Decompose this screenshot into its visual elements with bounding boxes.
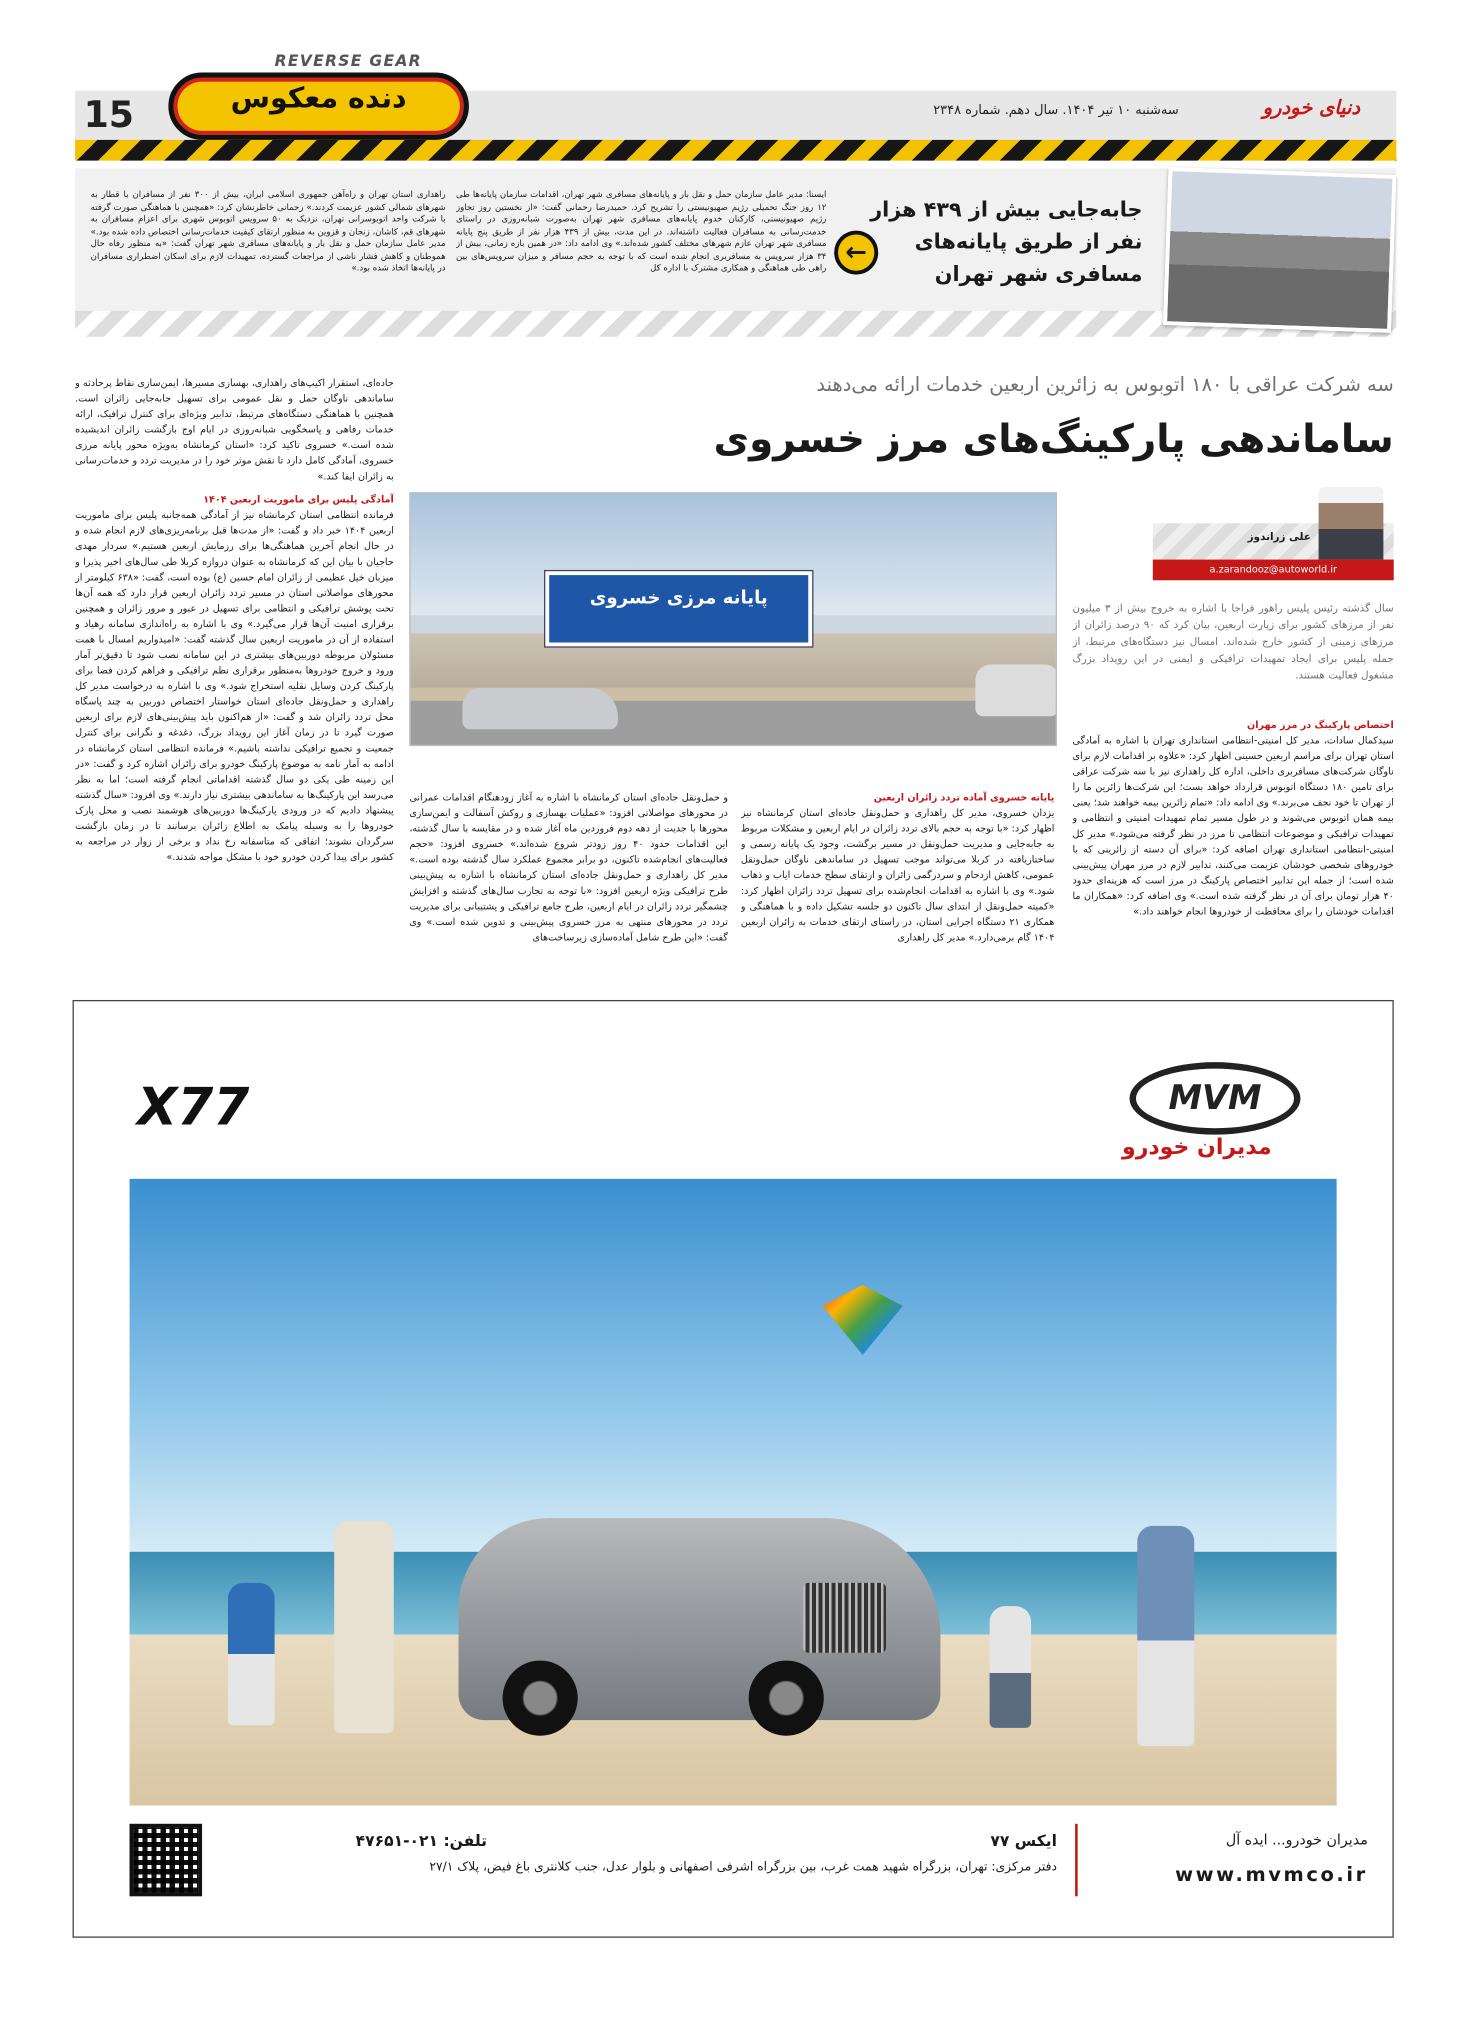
arrow-left-icon: ←	[834, 231, 878, 275]
paragraph: جاده‌ای، استقرار اکیپ‌های راهداری، بهسازی مسیرها، ایمن‌سازی نقاط پرحادثه و ساماندهی ناوگان حمل و نقل عمومی برای تسهیل جابه‌جایی زائران است. همچنین با هماهنگی دستگاه‌های مرتبط، تدابیر ویژه‌ای برای کنترل ترافیک، ارائه خدمات رفاهی و پاسخگویی شبانه‌روزی در ایام اوج بازگشت زائران اندیشیده شده است.» خسروی تاکید کرد: «استان کرمانشاه به‌ویژه محور پایانه مرزی خسروی، آمادگی کامل دارد تا نقش موثر خود را در مدیریت تردد و خدمات‌رسانی به زائران ایفا کند.»	[75, 376, 394, 482]
paragraph: سیدکمال سادات، مدیر کل امنیتی-انتظامی استانداری تهران با اشاره به آمادگی استان تهران برای مراسم اربعین حسینی اظهار کرد: «علاوه بر اقدامات لازم برای ناوگان شرکت‌های مسافربری داخلی، اداره کل راهداری نیز با سه شرکت عراقی برای تامین ۱۸۰ دستگاه اتوبوس قرارداد خواهد بست؛ این شرکت‌ها زائرین ما را از تهران تا خود نجف می‌برند.» وی ادامه داد: «تمام زائرین بیمه خواهند شد؛ یعنی بیمه همان اتوبوس می‌شوند و در طول مسیر تمام تمهیدات امنیتی و انتظامی و تمهیدات ترافیکی و موضوعات انتظامی تا مرز در نظر گرفته می‌شود.» مدیر کل امنیتی-انتظامی استانداری تهران اضافه کرد: «برای آن دسته از زائرینی که با خودروهای شخصی خودشان عزیمت می‌کنند، تدابیر لازم در مرز مهران پیش‌بینی شده است؛ از جمله این تدابیر اختصاص پارکینگ در مرز است که هزینه‌ای حدود ۴۰ هزار تومان برای آن در نظر گرفته شده است.» وی اضافه کرد: «همکاران ما اقدامات خودشان را برای محافظت از خودروها انجام خواهند داد.»	[1072, 734, 1394, 917]
issue-info: سه‌شنبه ۱۰ تیر ۱۴۰۴. سال دهم. شماره ۲۳۴۸	[933, 103, 1179, 118]
scene-sky	[130, 1179, 1337, 1552]
brand-name: مدیران خودرو	[1122, 1134, 1272, 1161]
paragraph: و حمل‌ونقل جاده‌ای استان کرمانشاه با اشاره به آغاز زودهنگام اقدامات عمرانی در محورهای مواصلاتی افزود: «عملیات بهسازی و روکش آسفالت و ایمن‌سازی محورها با جدیت از دهه دوم فروردین ماه آغاز شده و در مقایسه با سال گذشته، این اقدامات حدود ۴۰ روز زودتر شروع شده‌اند.» خسروی افزود: «حجم فعالیت‌های انجام‌شده تاکنون، دو برابر مجموع عملکرد سال گذشته بوده است.» مدیر کل راهداری و حمل‌ونقل جاده‌ای استان کرمانشاه با اشاره به پیش‌بینی طرح ترافیکی ویژه اربعین افزود: «با توجه به تجارب سال‌های گذشته و افزایش چشمگیر تردد زائران در ایام اربعین، طرح جامع ترافیکی و پشتیبانی برای مدیریت تردد در محورهای منتهی به مرز خسروی پیش‌بینی و تدوین شده است.» وی گفت: «این طرح شامل آماده‌سازی زیرساخت‌های	[409, 791, 728, 943]
strip-text-col2: راهداری استان تهران و راه‌آهن جمهوری اسلامی ایران، بیش از ۳۰۰ نفر از مسافران با قطار به شهرهای شمالی کشور عزیمت کردند.» رحمانی خاطرنشان کرد: «همچنین با هماهنگی صورت گرفته با شرکت واحد اتوبوسرانی تهران، نزدیک به ۵۰ سرویس اتوبوس شهری برای اعزام مسافران به شهرهای قم، کاشان، زنجان و قزوین به منظور ارتقای کیفیت خدمات‌رسانی اختصاص داده شده بود.» مدیر عامل سازمان حمل و نقل بار و پایانه‌های مسافری شهر تهران گفت: «به منظور رفاه حال هموطنان و کاهش فشار ناشی از مراجعات گسترده، تمهیدات لازم برای اسکان اضطراری مسافران در پایانه‌ها اتخاذ شده بود.»	[90, 189, 446, 274]
x77-logo: X77	[137, 1077, 250, 1138]
child-figure	[228, 1583, 275, 1725]
website-link[interactable]: www.mvmco.ir	[1175, 1862, 1368, 1886]
terminal-sign	[545, 571, 812, 646]
author-email: a.zarandooz@autoworld.ir	[1153, 560, 1394, 581]
parked-car	[462, 688, 617, 729]
child-figure	[990, 1606, 1031, 1728]
car-wheel	[503, 1661, 578, 1736]
qr-code-icon[interactable]	[130, 1824, 203, 1897]
strip-title: جابه‌جایی بیش از ۴۳۹ هزار نفر از طریق پایانه‌های مسافری شهر تهران	[870, 196, 1143, 286]
car-grille	[803, 1583, 886, 1653]
subheading: آمادگی پلیس برای ماموریت اربعین ۱۴۰۴	[203, 493, 394, 506]
phone-number: تلفن: ۰۲۱-۴۷۶۵۱	[355, 1831, 488, 1850]
paragraph: فرمانده انتظامی استان کرمانشاه نیز از آمادگی همه‌جانبه پلیس برای ماموریت اربعین ۱۴۰۴ خبر داد و گفت: «از مدت‌ها قبل برنامه‌ریزی‌های لازم انجام شده و در حال انجام آخرین هماهنگی‌ها برای رزمایش اربعین هستیم.» سردار مهدی حاجیان با بیان این که کرمانشاه به عنوان دروازه کربلا طی سال‌های اخیر پذیرا و میزبان خیل عظیمی از زائران امام حسین (ع) بوده است، گفت: «۶۳۸ کیلومتر از محورهای مواصلاتی استان در مسیر تردد زائران اربعین قرار دارد که همه آن‌ها تحت پوشش ترافیکی و انتظامی برای تسهیل در عبور و مرور زائران و همچنین برقراری امنیت آن‌ها قرار می‌گیرد.» وی با اشاره به راه‌اندازی سامانه رهیاد و استفاده از آن در ماموریت اربعین سال گذشته گفت: «امیدواریم امسال با همت مسئولان مربوطه دوربین‌های بیشتری در این سامانه نصب شود تا دقیق‌تر آمار ورود و خروج خودروها به‌منظور برقراری نظم ترافیکی و فراهم کردن فضا برای پارکینگ کردن وسایل نقلیه استخراج شود.» وی با اشاره به درخواست مدیر کل راهداری و حمل‌ونقل جاده‌ای استان خواستار اختصاص دوربین به چند پاسگاه محل تردد زائران شد و گفت: «از هم‌اکنون باید پیش‌بینی‌های لازم برای اربعین صورت گیرد تا در زمان آغاز این رویداد بزرگ، دغدغه و نگرانی برای کنترل جمعیت و تجمیع ترافیکی نداشته باشیم.» فرمانده انتظامی استان کرمانشاه در ادامه به آمار نامه به موضوع پارکینگ خودرو برای زائران اشاره کرد و گفت: «در این زمینه طی یکی دو سال گذشته اقداماتی انجام گرفته است؛ اما به نظر می‌رسد این پارکینگ‌ها به ساماندهی بیشتری نیاز دارند.» وی افزود: «سال گذشته پیشنهاد دادیم که در ورودی پارکینگ‌ها دوربین‌های هوشمند نصب و محل پارک خودروها را به وسیله پیامک به اطلاع زائران برسانند تا در زمان بازگشت سرگردان نشوند؛ اتفاقی که متاسفانه رخ نداد و برخی از زوار در مراجعه به کشور برای پیدا کردن خودرو خود با مشکل مواجه شدند.»	[75, 508, 394, 863]
section-title: دنده معکوس	[230, 82, 407, 116]
man-figure	[1137, 1526, 1194, 1746]
hazard-stripe	[75, 140, 1396, 161]
suv-car-image	[459, 1518, 941, 1720]
ad-slogan: مدیران خودرو... ایده آل	[1225, 1831, 1368, 1849]
subheading: اختصاص پارکینگ در مرز مهران	[1247, 718, 1394, 731]
paper-logo: دنیای خودرو	[1262, 95, 1361, 120]
article-subtitle: سه شرکت عراقی با ۱۸۰ اتوبوس به زائرین اربعین خدمات ارائه می‌دهند	[816, 373, 1394, 397]
article-column-2	[741, 790, 1054, 978]
subheading: پایانه خسروی آماده تردد زائران اربعین	[873, 791, 1055, 804]
article-column-4	[75, 376, 394, 977]
strip-text-col1: ایسنا: مدیر عامل سازمان حمل و نقل بار و پایانه‌های مسافری شهر تهران، اقدامات سازمان پایانه‌ها طی ۱۲ روز جنگ تحمیلی رژیم صهیونیستی را تشریح کرد. حمیدرضا رحمانی گفت: «از نخستین روز تجاوز رژیم صهیونیستی، کارکنان خدوم پایانه‌های مسافری شهر تهران به‌صورت شبانه‌روزی در راستای خدمت‌رسانی به مسافران فعالیت داشته‌اند. در این مدت، بیش از ۴۳۹ هزار نفر از طریق پنج پایانه مسافری شهر تهران عازم شهرهای مختلف کشور شده‌اند.» وی ادامه داد: «در همین بازه زمانی، بیش از ۳۴ هزار سرویس به مسافربری انجام شده است که با توجه به حجم مسافر و میزان سرویس‌های بین راهی طی هماهنگی و همکاری مشترک با اداره کل	[455, 189, 827, 274]
terminal-photo	[1163, 167, 1396, 333]
office-address: دفتر مرکزی: تهران، بزرگراه شهید همت غرب، بین بزرگراه اشرفی اصفهانی و بلوار عدل، جنب کلانتری باغ فیض، پلاک ۲۷/۱	[429, 1860, 1057, 1875]
paragraph: یزدان خسروی، مدیر کل راهداری و حمل‌ونقل جاده‌ای استان کرمانشاه نیز اظهار کرد: «با توجه به حجم بالای تردد زائران در ایام اربعین و مشکلات مربوط به جابه‌جایی و مدیریت حمل‌ونقل در مسیر برگشت، وجود یک پایانه رسمی و ساختاریافته در کربلا می‌تواند موجب تسهیل در ساماندهی ناوگان حمل‌ونقل عمومی، کاهش ازدحام و سردرگمی زائران و ارتقای سطح خدمات ایاب و ذهاب شود.» وی با اشاره به اقدامات انجام‌شده برای تسهیل تردد زائران اظهار کرد: «کمیته حمل‌ونقل از ابتدای سال تاکنون دو جلسه تشکیل داده و با هماهنگی و همکاری ۲۱ دستگاه اجرایی استان، در راستای ارتقای خدمات به زائران اربعین ۱۴۰۴ گام برمی‌دارد.» مدیر کل راهداری	[740, 806, 1055, 943]
author-name: علی زراندوز	[1247, 531, 1311, 543]
car-wheel	[749, 1661, 824, 1736]
mvm-logo-text: MVM	[1168, 1078, 1262, 1118]
ad-footer	[73, 1819, 1394, 1936]
article-column-3	[409, 790, 728, 978]
footer-divider	[1075, 1824, 1078, 1897]
mvm-logo	[1130, 1062, 1301, 1135]
border-terminal-photo	[409, 492, 1057, 746]
model-name: ایکس ۷۷	[990, 1831, 1057, 1850]
author-avatar	[1319, 487, 1384, 560]
article-column-1	[1073, 718, 1394, 977]
parked-suv	[975, 664, 1057, 716]
page-number: 15	[83, 93, 135, 137]
author-box	[1153, 518, 1394, 585]
article-headline: ساماندهی پارکینگ‌های مرز خسروی	[713, 417, 1394, 463]
terminal-sign-text: پایانه مرزی خسروی	[589, 588, 768, 609]
beach-scene-image	[130, 1179, 1337, 1806]
section-title-en: REVERSE GEAR	[274, 51, 422, 70]
woman-figure	[334, 1521, 394, 1733]
article-lead: سال گذشته رئیس پلیس راهور فراجا با اشاره به خروج بیش از ۳ میلیون نفر از مرزهای کشور برای زیارت اربعین، بیان کرد که ۹۰ درصد زائران از مرزهای زمینی از کشور خارج شده‌اند. امسال نیز دستگاه‌های مرتبط، از جمله پلیس برای ایجاد تمهیدات ترافیکی و ایمنی در این رویداد بزرگ مشغول فعالیت هستند.	[1072, 602, 1394, 682]
